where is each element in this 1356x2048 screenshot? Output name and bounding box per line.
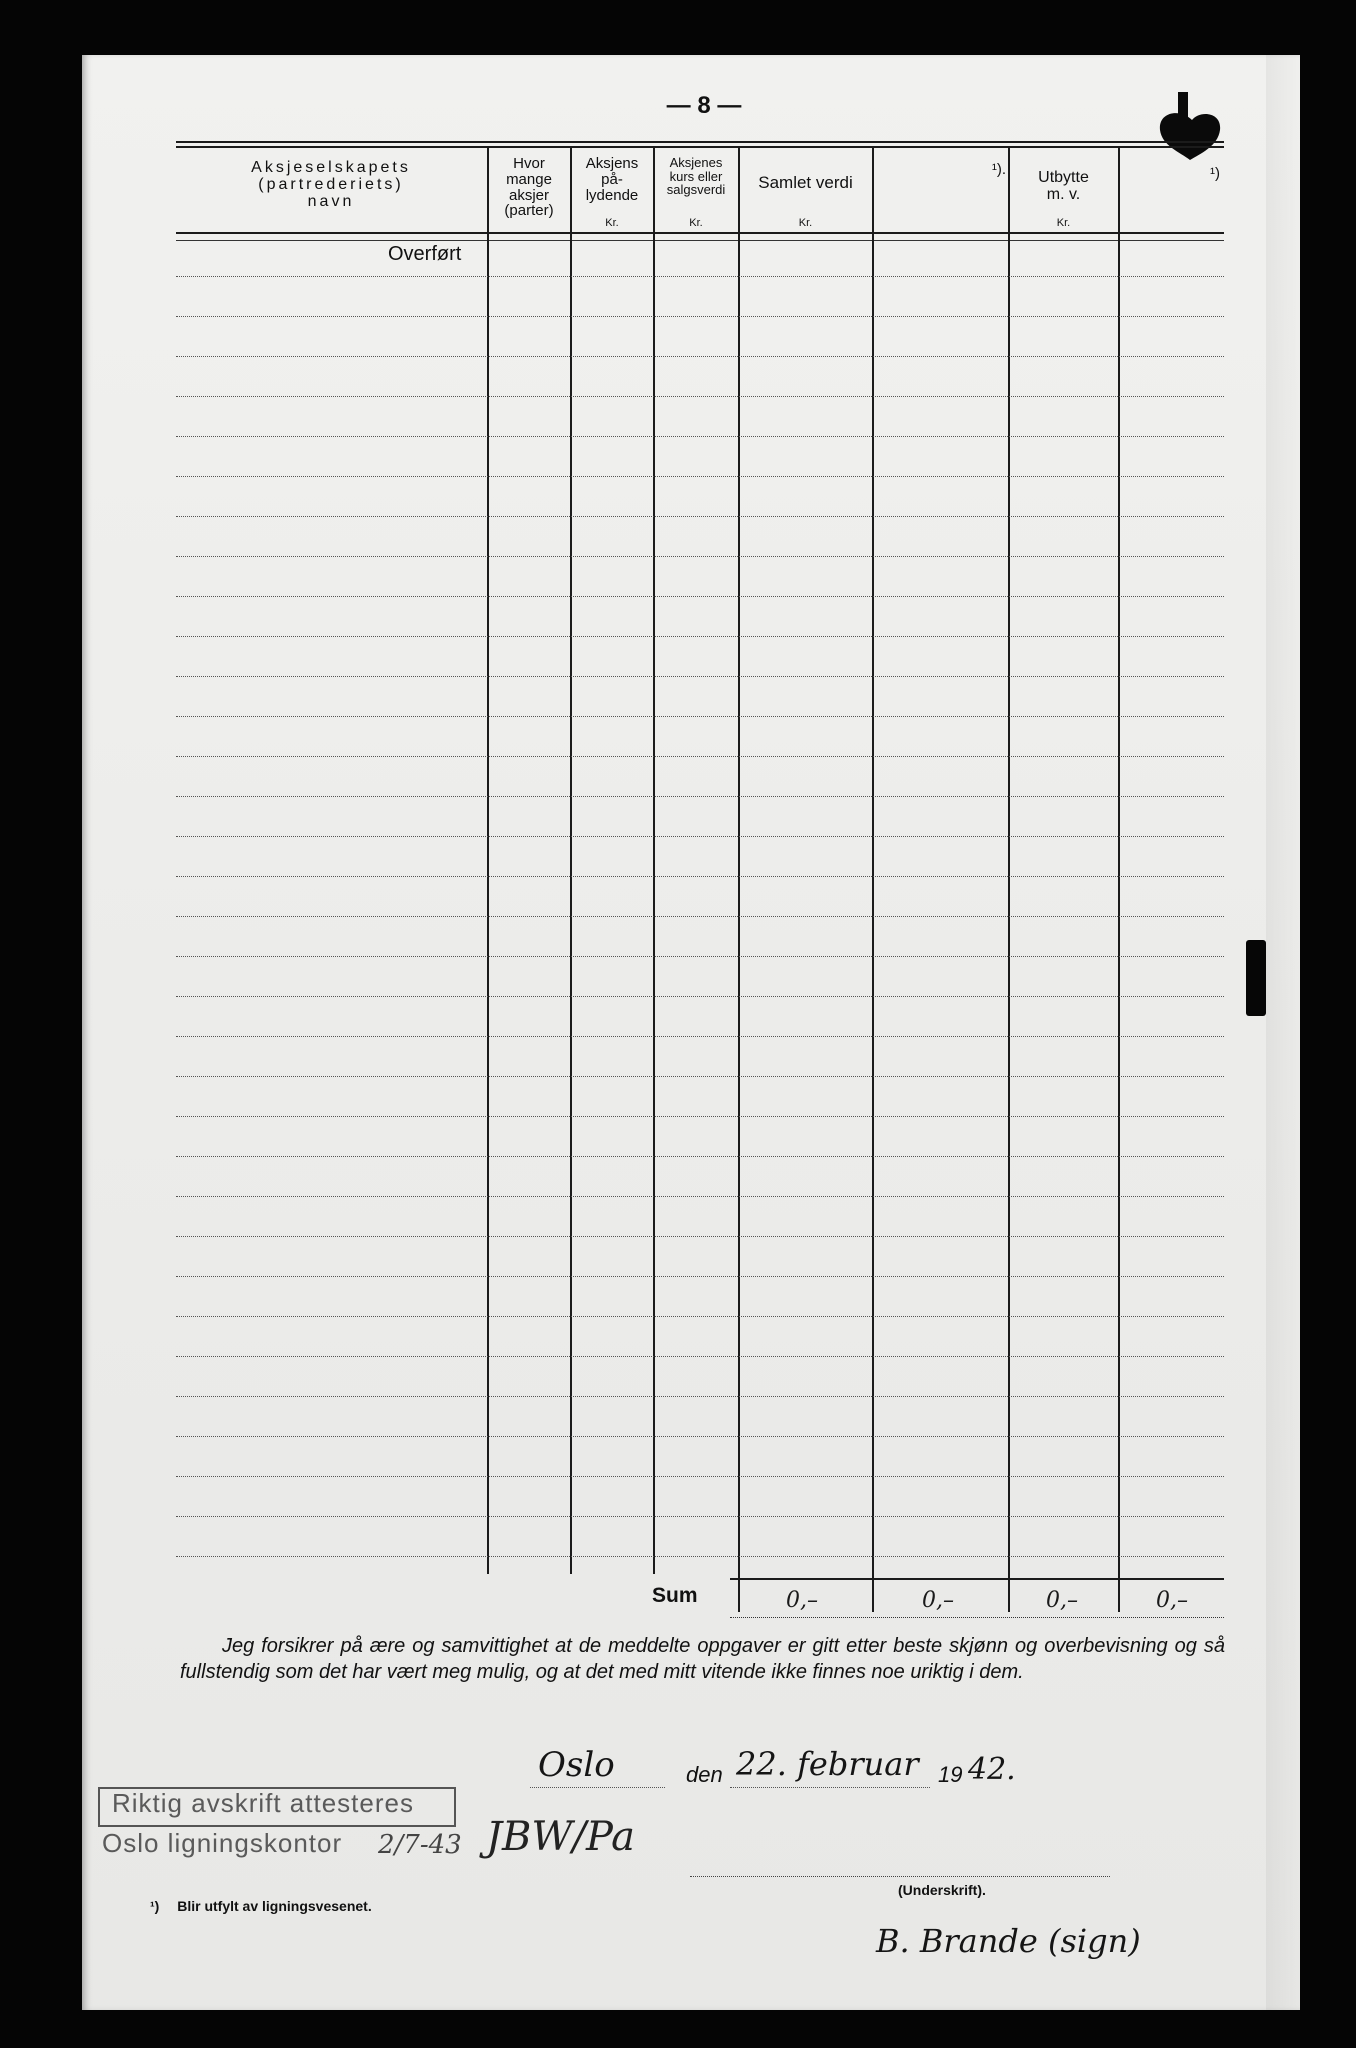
header-bottom-rule-2 xyxy=(176,240,1224,241)
ruled-row-line xyxy=(176,1076,1224,1077)
header-blank-col: ¹). xyxy=(991,161,1006,178)
col-sep-7 xyxy=(1118,147,1120,1612)
col-sep-3 xyxy=(653,147,655,1574)
stamp-line-2: Oslo ligningskontor xyxy=(102,1828,343,1858)
footnote-marker: ¹) xyxy=(150,1898,160,1914)
col-sep-1 xyxy=(487,147,489,1574)
header-last-col: ¹) xyxy=(1210,165,1220,182)
carried-over-label: Overført xyxy=(388,243,462,265)
col-sep-6 xyxy=(1008,147,1010,1612)
ruled-row-line xyxy=(176,1036,1224,1037)
sum-label: Sum xyxy=(652,1584,698,1607)
ruled-row-line xyxy=(176,276,1224,277)
date-handwritten: 22. februar xyxy=(736,1745,919,1783)
ruled-row-line xyxy=(176,1236,1224,1237)
sum-dividend: 0,– xyxy=(1046,1588,1078,1613)
date-line xyxy=(730,1787,930,1788)
declaration-text: Jeg forsikrer på ære og samvittighet at de meddelte oppgaver er gitt etter beste skjønn og overbevisning og så fullstendig som det har vært meg mulig, og at det med mitt vitende ikke finnes noe uriktig i dem. xyxy=(180,1635,1225,1683)
ruled-row-line xyxy=(176,756,1224,757)
signature-handwritten: B. Brande (sign) xyxy=(876,1922,1141,1960)
ruled-row-line xyxy=(176,956,1224,957)
ruled-row-line xyxy=(176,1396,1224,1397)
ruled-row-line xyxy=(176,836,1224,837)
ruled-row-line xyxy=(176,556,1224,557)
header-company-name: Aksjeselskapets (partrederiets) navn xyxy=(251,159,411,210)
footnote xyxy=(150,1898,372,1914)
ruled-row-line xyxy=(176,1316,1224,1317)
table-top-rule-2 xyxy=(176,146,1224,148)
ruled-row-line xyxy=(176,676,1224,677)
place-handwritten: Oslo xyxy=(538,1745,615,1785)
initials-handwritten: JBW/Pa xyxy=(486,1814,635,1860)
ruled-row-line xyxy=(176,1156,1224,1157)
ruled-row-line xyxy=(176,916,1224,917)
page-number: — 8 — xyxy=(666,92,742,119)
signature-label: (Underskrift). xyxy=(898,1882,986,1898)
ruled-row-line xyxy=(176,516,1224,517)
col-sep-4 xyxy=(738,147,740,1612)
header-bottom-rule xyxy=(176,232,1224,234)
place-line xyxy=(530,1787,665,1788)
ruled-row-line xyxy=(176,1516,1224,1517)
sum-last-col: 0,– xyxy=(1156,1588,1188,1613)
year-prefix: 19 xyxy=(938,1762,963,1787)
ruled-row-line xyxy=(176,436,1224,437)
footnote-text: Blir utfylt av ligningsvesenet. xyxy=(177,1898,372,1914)
sum-top-rule xyxy=(730,1578,1224,1580)
ruled-row-line xyxy=(176,876,1224,877)
ruled-row-line xyxy=(176,1116,1224,1117)
header-total-value: Samlet verdi Kr. xyxy=(758,173,853,230)
stamp-date-handwritten: 2/7-43 xyxy=(378,1830,462,1860)
sum-total-value: 0,– xyxy=(786,1588,818,1613)
ruled-row-line xyxy=(176,316,1224,317)
ruled-row-line xyxy=(176,1476,1224,1477)
binding-tab xyxy=(1246,940,1266,1016)
ruled-row-line xyxy=(176,1196,1224,1197)
header-nominal: Aksjens på- lydende Kr. xyxy=(585,155,639,230)
ruled-row-line xyxy=(176,1276,1224,1277)
sheet-edge-shade xyxy=(1266,55,1304,2010)
ruled-row-line xyxy=(176,996,1224,997)
header-how-many: Hvor mange aksjer (parter) xyxy=(504,155,554,220)
ruled-row-line xyxy=(176,716,1224,717)
table-top-rule xyxy=(176,141,1224,143)
ruled-row-line xyxy=(176,636,1224,637)
header-dividend: Utbytte m. v. Kr. xyxy=(1038,169,1089,230)
year-handwritten: 42. xyxy=(968,1752,1016,1787)
header-market-value: Aksjenes kurs eller salgsverdi Kr. xyxy=(666,155,726,230)
col-sep-5 xyxy=(872,147,874,1612)
ruled-row-line xyxy=(176,796,1224,797)
stamp-line-1: Riktig avskrift attesteres xyxy=(112,1788,414,1818)
ruled-row-line xyxy=(176,1436,1224,1437)
col-sep-2 xyxy=(570,147,572,1574)
ink-blot-mark xyxy=(1140,90,1236,164)
signature-line xyxy=(690,1876,1110,1877)
ruled-row-line xyxy=(176,356,1224,357)
sum-bottom-rule xyxy=(730,1617,1224,1618)
ruled-row-line xyxy=(176,476,1224,477)
ruled-row-line xyxy=(176,596,1224,597)
den-label: den xyxy=(686,1762,723,1787)
ruled-row-line xyxy=(176,1556,1224,1557)
sum-blank-col: 0,– xyxy=(922,1588,954,1613)
ruled-row-line xyxy=(176,396,1224,397)
ruled-row-line xyxy=(176,1356,1224,1357)
